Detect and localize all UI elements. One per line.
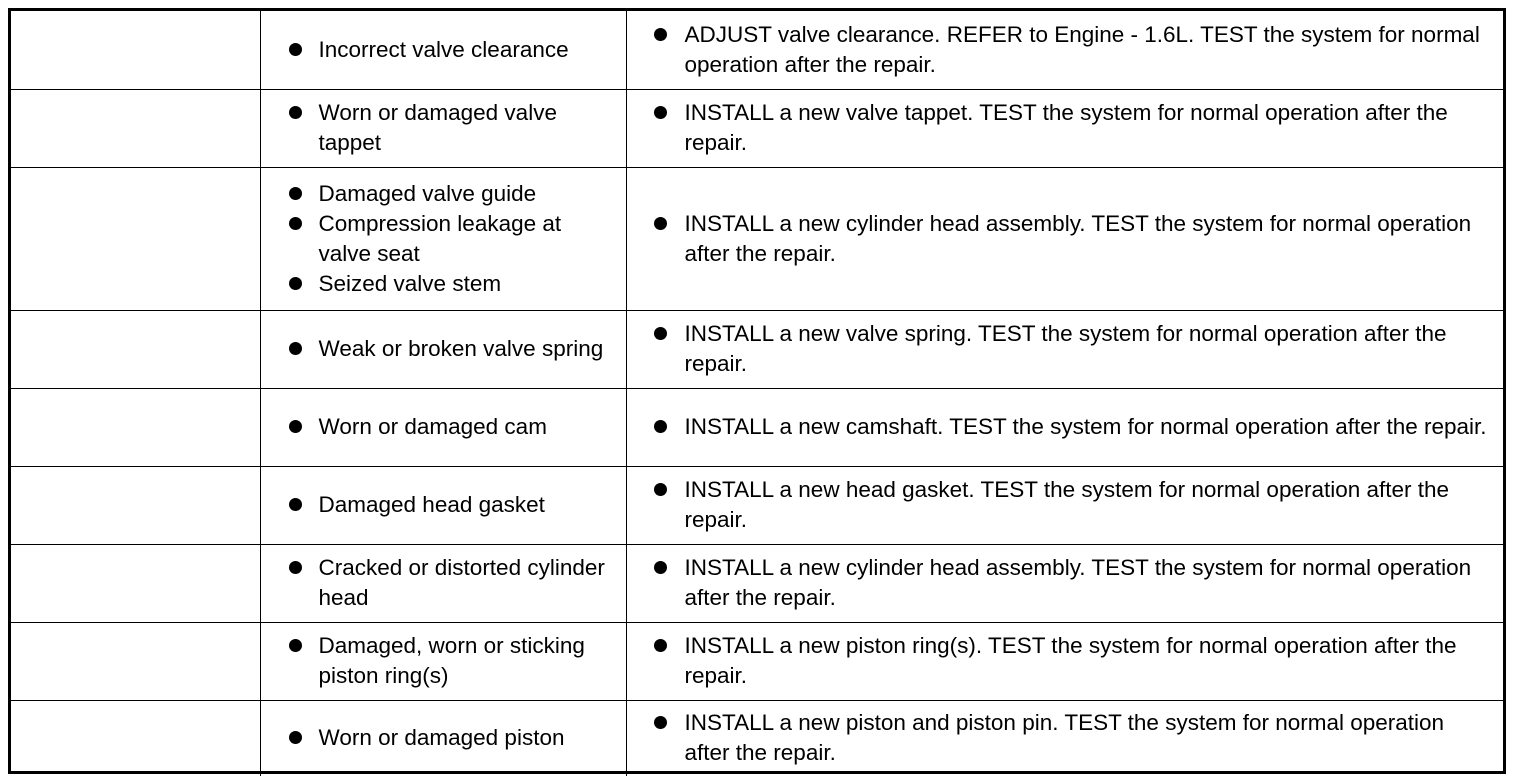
table-row — [11, 544, 1503, 622]
bullet-icon — [654, 28, 667, 41]
action-item — [627, 708, 1504, 768]
bullet-icon — [654, 217, 667, 230]
condition-text: Damaged head gasket — [318, 492, 545, 517]
bullet-icon — [654, 483, 667, 496]
action-list — [627, 708, 1504, 768]
table-row — [11, 167, 1503, 310]
action-item — [627, 20, 1504, 80]
condition-text: Damaged valve guide — [318, 180, 537, 206]
condition-cell — [260, 544, 626, 622]
action-list — [627, 209, 1504, 269]
action-cell — [626, 466, 1503, 544]
condition-item — [261, 631, 626, 691]
condition-cell — [260, 167, 626, 310]
action-cell — [626, 89, 1503, 167]
condition-cell — [260, 466, 626, 544]
condition-text: Weak or broken valve spring — [318, 336, 604, 361]
action-text: INSTALL a new piston and piston pin. TEST the system for normal operation after the repair. — [684, 710, 1445, 766]
action-item — [627, 631, 1504, 691]
action-text: INSTALL a new piston ring(s). TEST the system for normal operation after the repair. — [684, 633, 1457, 688]
condition-list — [261, 98, 626, 158]
condition-list — [261, 412, 626, 442]
condition-item — [261, 334, 626, 364]
symptom-cell — [11, 89, 260, 167]
condition-cell — [260, 11, 626, 89]
bullet-icon — [654, 327, 667, 340]
action-item — [627, 209, 1504, 269]
condition-list — [261, 723, 626, 753]
table-row — [11, 310, 1503, 388]
action-text: ADJUST valve clearance. REFER to Engine - 1.6L. TEST the system for normal operation after the repair. — [684, 21, 1480, 77]
action-cell — [626, 700, 1503, 776]
bullet-icon — [289, 420, 302, 433]
condition-text: Worn or damaged piston — [318, 725, 565, 751]
bullet-icon — [289, 277, 302, 290]
condition-text: Incorrect valve clearance — [318, 36, 569, 62]
action-item — [627, 475, 1504, 535]
bullet-icon — [289, 217, 302, 230]
condition-cell — [260, 310, 626, 388]
condition-list — [261, 35, 626, 65]
table-row — [11, 89, 1503, 167]
action-cell — [626, 310, 1503, 388]
bullet-icon — [289, 561, 302, 574]
bullet-icon — [654, 716, 667, 729]
condition-text: Compression leakage at valve seat — [318, 210, 562, 266]
action-list — [627, 412, 1504, 442]
action-list — [627, 98, 1504, 158]
bullet-icon — [654, 106, 667, 119]
symptom-cell — [11, 167, 260, 310]
diagnosis-table-frame — [8, 8, 1506, 774]
action-item — [627, 553, 1504, 613]
condition-list — [261, 179, 626, 299]
action-text: INSTALL a new valve tappet. TEST the system for normal operation after the repair. — [684, 100, 1448, 155]
condition-text: Damaged, worn or sticking piston ring(s) — [318, 633, 585, 688]
symptom-cell — [11, 622, 260, 700]
table-row — [11, 466, 1503, 544]
symptom-cell — [11, 466, 260, 544]
action-list — [627, 20, 1504, 80]
action-text: INSTALL a new cylinder head assembly. TEST the system for normal operation after the repair. — [684, 555, 1472, 610]
bullet-icon — [654, 561, 667, 574]
condition-item — [261, 209, 626, 269]
symptom-cell — [11, 388, 260, 466]
action-list — [627, 553, 1504, 613]
action-text: INSTALL a new cylinder head assembly. TEST the system for normal operation after the repair. — [684, 210, 1472, 266]
action-cell — [626, 11, 1503, 89]
bullet-icon — [289, 342, 302, 355]
condition-item — [261, 553, 626, 613]
condition-item — [261, 35, 626, 65]
condition-item — [261, 723, 626, 753]
condition-item — [261, 179, 626, 209]
condition-cell — [260, 622, 626, 700]
action-text: INSTALL a new valve spring. TEST the system for normal operation after the repair. — [684, 321, 1447, 376]
condition-list — [261, 490, 626, 520]
condition-item — [261, 98, 626, 158]
condition-text: Seized valve stem — [318, 270, 502, 296]
table-row — [11, 622, 1503, 700]
table-row — [11, 11, 1503, 89]
symptom-cell — [11, 11, 260, 89]
symptom-cell — [11, 310, 260, 388]
table-row — [11, 700, 1503, 776]
action-cell — [626, 622, 1503, 700]
bullet-icon — [289, 731, 302, 744]
action-cell — [626, 167, 1503, 310]
condition-item — [261, 269, 626, 299]
bullet-icon — [654, 639, 667, 652]
action-text: INSTALL a new camshaft. TEST the system for normal operation after the repair. — [684, 414, 1487, 439]
action-list — [627, 631, 1504, 691]
bullet-icon — [654, 420, 667, 433]
bullet-icon — [289, 498, 302, 511]
condition-cell — [260, 89, 626, 167]
bullet-icon — [289, 187, 302, 200]
condition-item — [261, 412, 626, 442]
action-cell — [626, 544, 1503, 622]
bullet-icon — [289, 43, 302, 56]
symptom-cell — [11, 544, 260, 622]
table-row — [11, 388, 1503, 466]
condition-cell — [260, 700, 626, 776]
condition-text: Cracked or distorted cylinder head — [318, 555, 605, 610]
condition-list — [261, 553, 626, 613]
action-item — [627, 412, 1504, 442]
symptom-cell — [11, 700, 260, 776]
action-list — [627, 475, 1504, 535]
condition-item — [261, 490, 626, 520]
action-text: INSTALL a new head gasket. TEST the system for normal operation after the repair. — [684, 477, 1450, 532]
action-cell — [626, 388, 1503, 466]
action-item — [627, 319, 1504, 379]
bullet-icon — [289, 639, 302, 652]
condition-cell — [260, 388, 626, 466]
action-list — [627, 319, 1504, 379]
bullet-icon — [289, 106, 302, 119]
diagnosis-table — [11, 11, 1503, 776]
condition-text: Worn or damaged valve tappet — [318, 100, 557, 155]
action-item — [627, 98, 1504, 158]
condition-list — [261, 334, 626, 364]
condition-text: Worn or damaged cam — [318, 414, 547, 439]
condition-list — [261, 631, 626, 691]
